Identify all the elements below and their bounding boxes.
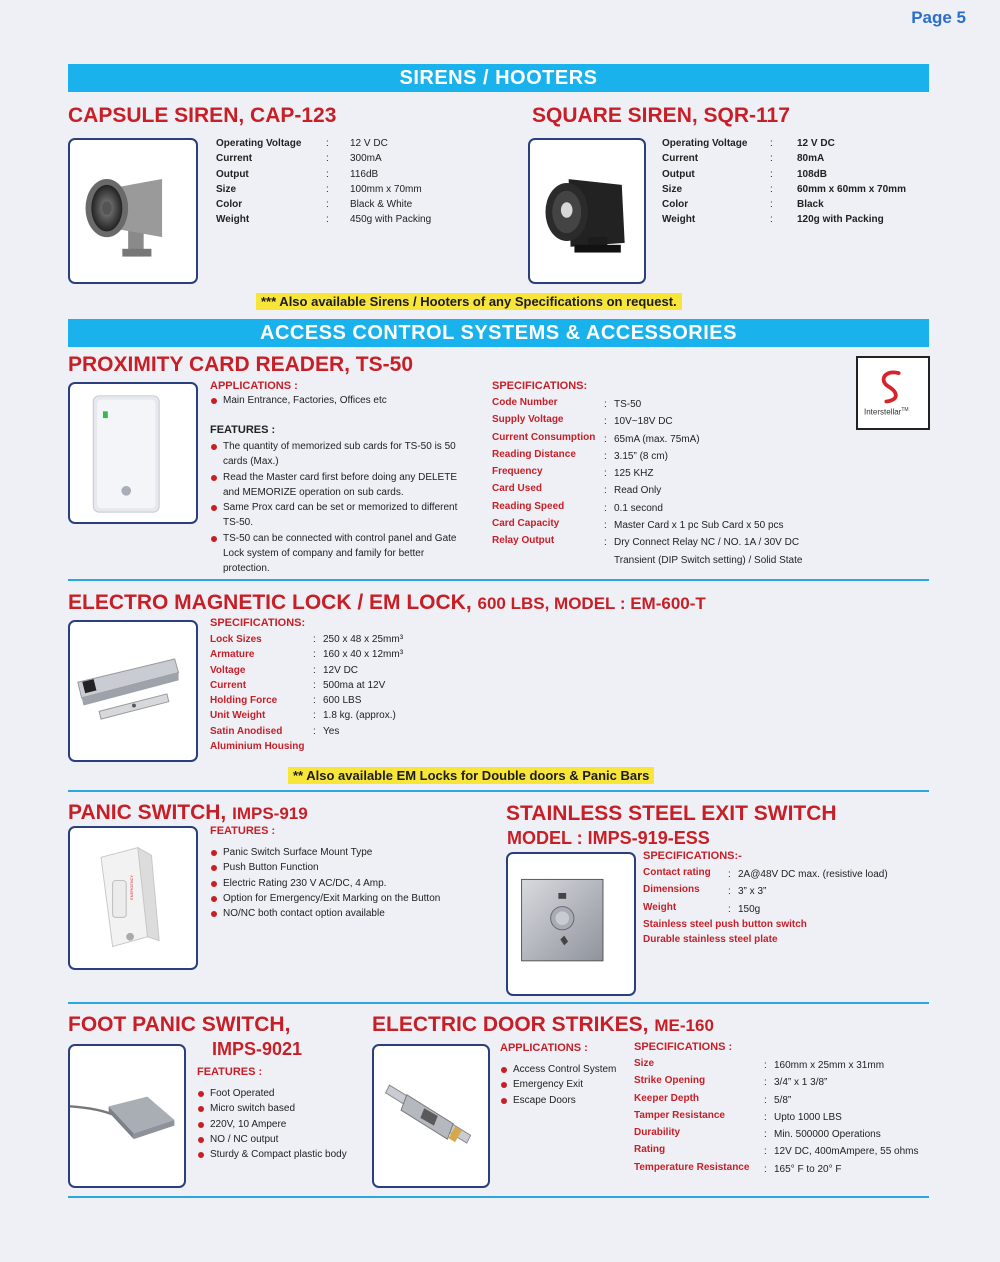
em-lock-image <box>68 620 198 762</box>
em-lock-note: ** Also available EM Locks for Double doors & Panic Bars <box>288 767 654 784</box>
spec-value: 100mm x 70mm <box>350 183 422 195</box>
proximity-applications-list <box>210 393 480 408</box>
spec-value: 250 x 48 x 25mm³ <box>323 634 404 645</box>
spec-value: Master Card x 1 pc Sub Card x 50 pcs <box>614 520 784 532</box>
spec-value: 12V DC <box>323 664 359 676</box>
spec-key: Lock Sizes <box>210 634 262 645</box>
foot-panic-model: IMPS-9021 <box>212 1039 303 1059</box>
spec-key: Supply Voltage <box>492 414 564 426</box>
spec-value: 450g with Packing <box>350 214 432 226</box>
spec-value: 2A@48V DC max. (resistive load) <box>738 869 888 880</box>
exit-feature-1: Stainless steel push button switch <box>643 918 807 930</box>
spec-key: Color <box>662 199 689 211</box>
spec-value: 80mA <box>797 153 825 165</box>
square-siren-title: SQUARE SIREN, SQR-117 <box>532 104 790 127</box>
proximity-features-list <box>210 439 472 577</box>
logo-name: Interstellar <box>864 407 902 417</box>
list-item: Option for Emergency/Exit Marking on the Button <box>210 891 490 906</box>
spec-value: 108dB <box>797 168 828 180</box>
proximity-reader-title: PROXIMITY CARD READER, TS-50 <box>68 353 413 376</box>
exit-specs: Contact rating : 2A@48V DC max. (resistive load) Dimensions : 3” x 3” Weight : 150g Stainless steel push button switch Durable stainless steel plate <box>643 865 888 947</box>
proximity-features-label: FEATURES : <box>210 424 276 436</box>
spec-key: Operating Voltage <box>216 138 302 149</box>
list-item: Electric Rating 230 V AC/DC, 4 Amp. <box>210 876 490 891</box>
foot-features-label: FEATURES : <box>197 1066 263 1078</box>
divider <box>68 1196 929 1198</box>
spec-value: 116dB <box>350 168 379 180</box>
list-item: Foot Operated <box>197 1086 367 1101</box>
door-strike-title-main: ELECTRIC DOOR STRIKES, <box>372 1013 649 1036</box>
spec-value: TS-50 <box>614 399 642 410</box>
proximity-specs: Code Number : TS-50 Supply Voltage : 10V~18V DC Current Consumption : 65mA (max. 75mA) Reading Distance : 3.15” (8 cm) Frequency : 125 KHZ Card Used : Read Only Reading Speed : 0.1 second Card Capacity : Master Card x 1 pc Sub Card x 50 pcs Relay Output : Dry Connect Relay NC / NO. 1A / 30V DC Transient (DIP Switch setting) / Solid State <box>492 395 802 568</box>
exit-specs-label: SPECIFICATIONS:- <box>643 850 742 862</box>
foot-switch-icon <box>70 1046 184 1186</box>
spec-key-extra: Aluminium Housing <box>210 741 305 753</box>
spec-key: Size <box>662 183 683 195</box>
spec-value: 65mA (max. 75mA) <box>614 433 700 445</box>
spec-key: Card Capacity <box>492 518 560 530</box>
spec-key: Rating <box>634 1144 666 1156</box>
spec-value: 150g <box>738 903 761 915</box>
square-siren-specs: Operating Voltage : 12 V DC Current : 80mA Output : 108dB Size : 60mm x 60mm x 70mm Color : Black Weight : 120g with Packing <box>662 136 906 228</box>
logo-trademark: TM <box>901 407 909 413</box>
list-item: Panic Switch Surface Mount Type <box>210 845 490 860</box>
strike-applications-list <box>500 1062 630 1108</box>
spec-key: Relay Output <box>492 535 555 547</box>
relay-output-extra: Transient (DIP Switch setting) / Solid State <box>614 554 803 566</box>
list-item: Emergency Exit <box>500 1077 630 1092</box>
door-strike-image <box>372 1044 490 1188</box>
list-item: Read the Master card first before doing any DELETE and MEMORIZE operation on sub cards. <box>210 470 472 501</box>
spec-key: Current <box>210 679 247 691</box>
spec-value: Yes <box>323 725 340 737</box>
spec-value: 12 V DC <box>797 138 835 149</box>
card-reader-icon <box>70 384 196 522</box>
spec-value: Black <box>797 199 824 211</box>
spec-key: Durability <box>634 1127 681 1139</box>
capsule-siren-image <box>68 138 198 284</box>
list-item: Escape Doors <box>500 1093 630 1108</box>
spec-key: Unit Weight <box>210 710 266 722</box>
spec-key: Size <box>634 1058 655 1069</box>
spec-value: 160 x 40 x 12mm³ <box>323 649 404 661</box>
list-item: NO / NC output <box>197 1132 367 1147</box>
spec-value: 300mA <box>350 153 382 165</box>
spec-value: 3.15” (8 cm) <box>614 450 668 462</box>
door-strike-title-model: ME-160 <box>654 1016 714 1035</box>
spec-key: Weight <box>216 214 250 226</box>
door-strike-title <box>372 1013 714 1037</box>
section-header-sirens: SIRENS / HOOTERS <box>68 64 929 92</box>
spec-value: 3” x 3” <box>738 886 767 898</box>
spec-value: 5/8” <box>774 1094 792 1106</box>
spec-key: Frequency <box>492 466 543 478</box>
spec-key: Size <box>216 183 237 195</box>
spec-value: 500ma at 12V <box>323 679 386 691</box>
foot-panic-title: FOOT PANIC SWITCH, <box>68 1013 291 1036</box>
foot-panic-image <box>68 1044 186 1188</box>
spec-key: Current <box>216 153 253 165</box>
list-item: Access Control System <box>500 1062 630 1077</box>
strike-specs-label: SPECIFICATIONS : <box>634 1041 733 1053</box>
panic-switch-title-main: PANIC SWITCH, <box>68 801 227 824</box>
siren-icon <box>530 140 644 282</box>
spec-value: 125 KHZ <box>614 468 654 480</box>
spec-key: Weight <box>643 901 677 913</box>
exit-switch-image <box>506 852 636 996</box>
siren-icon <box>70 140 196 282</box>
spec-value: 0.1 second <box>614 502 663 514</box>
list-item: Same Prox card can be set or memorized to different TS-50. <box>210 500 472 531</box>
panic-features-label: FEATURES : <box>210 825 276 837</box>
spec-key: Output <box>662 168 695 180</box>
divider <box>68 579 929 581</box>
spec-key: Weight <box>662 214 696 226</box>
section-header-access-control: ACCESS CONTROL SYSTEMS & ACCESSORIES <box>68 319 929 347</box>
strike-applications-label: APPLICATIONS : <box>500 1042 588 1054</box>
list-item: Push Button Function <box>210 860 490 875</box>
spec-value: 10V~18V DC <box>614 416 673 428</box>
spec-key: Card Used <box>492 483 543 495</box>
spec-key: Temperature Resistance <box>634 1161 750 1173</box>
spec-key: Satin Anodised <box>210 725 283 737</box>
em-lock-title-model: 600 LBS, MODEL : EM-600-T <box>477 594 706 613</box>
list-item: NO/NC both contact option available <box>210 906 490 921</box>
spec-key: Dimensions <box>643 884 700 896</box>
panic-switch-image <box>68 826 198 970</box>
spec-value: 160mm x 25mm x 31mm <box>774 1060 885 1071</box>
spec-value: 120g with Packing <box>797 214 884 226</box>
list-item: Main Entrance, Factories, Offices etc <box>210 393 480 408</box>
magnetic-lock-icon <box>70 622 196 760</box>
spec-key: Color <box>216 199 243 211</box>
spec-value: Read Only <box>614 485 662 497</box>
exit-button-icon <box>508 854 634 994</box>
spec-key: Code Number <box>492 397 558 408</box>
spec-key: Holding Force <box>210 695 278 707</box>
spec-key: Output <box>216 168 249 180</box>
spec-value: 3/4” x 1 3/8” <box>774 1077 828 1089</box>
spec-key: Operating Voltage <box>662 138 748 149</box>
em-lock-title-main: ELECTRO MAGNETIC LOCK / EM LOCK, <box>68 591 472 614</box>
spec-value: 600 LBS <box>323 695 362 707</box>
door-strike-icon <box>374 1046 488 1186</box>
interstellar-logo <box>856 356 930 430</box>
spec-key: Keeper Depth <box>634 1092 700 1104</box>
panic-switch-title <box>68 801 308 825</box>
capsule-siren-title: CAPSULE SIREN, CAP-123 <box>68 104 337 127</box>
foot-features-list <box>197 1086 367 1162</box>
spec-value: 1.8 kg. (approx.) <box>323 710 396 722</box>
capsule-siren-specs: Operating Voltage : 12 V DC Current : 300mA Output : 116dB Size : 100mm x 70mm Color : Black & White Weight : 450g with Packing <box>216 136 431 228</box>
list-item: Sturdy & Compact plastic body <box>197 1147 367 1162</box>
proximity-specs-label: SPECIFICATIONS: <box>492 380 588 392</box>
exit-switch-title: STAINLESS STEEL EXIT SWITCH <box>506 802 837 825</box>
em-lock-title <box>68 591 706 615</box>
spec-key: Current <box>662 153 699 165</box>
panic-switch-icon <box>70 828 196 968</box>
panic-switch-title-model: IMPS-919 <box>232 804 308 823</box>
spec-key: Current Consumption <box>492 431 596 443</box>
proximity-reader-image <box>68 382 198 524</box>
list-item: 220V, 10 Ampere <box>197 1117 367 1132</box>
spec-key: Voltage <box>210 664 246 676</box>
em-lock-specs-label: SPECIFICATIONS: <box>210 617 306 629</box>
sirens-note: *** Also available Sirens / Hooters of any Specifications on request. <box>256 293 682 310</box>
spec-value: Upto 1000 LBS <box>774 1111 842 1123</box>
spec-value: 60mm x 60mm x 70mm <box>797 183 906 195</box>
panic-features-list <box>210 845 490 921</box>
list-item: TS-50 can be connected with control panel and Gate Lock system of company and family for better protection. <box>210 531 472 577</box>
exit-switch-model: MODEL : IMPS-919-ESS <box>507 828 710 848</box>
square-siren-image <box>528 138 646 284</box>
spec-value: 12V DC, 400mAmpere, 55 ohms <box>774 1146 919 1158</box>
spec-key: Armature <box>210 649 255 661</box>
proximity-applications-label: APPLICATIONS : <box>210 380 298 392</box>
exit-feature-2: Durable stainless steel plate <box>643 934 778 946</box>
spec-key: Tamper Resistance <box>634 1109 725 1121</box>
interstellar-logo-icon <box>858 358 928 428</box>
divider <box>68 1002 929 1004</box>
strike-specs: Size : 160mm x 25mm x 31mm Strike Opening : 3/4” x 1 3/8” Keeper Depth : 5/8” Tamper Resistance : Upto 1000 LBS Durability : Min. 500000 Operations Rating : 12V DC, 400mAmpere, 55 ohms Temperature Resistance : 165° F to 20° F <box>634 1056 919 1177</box>
list-item: Micro switch based <box>197 1101 367 1116</box>
spec-value: 165° F to 20° F <box>774 1163 842 1175</box>
em-lock-specs: Lock Sizes : 250 x 48 x 25mm³ Armature : 160 x 40 x 12mm³ Voltage : 12V DC Current : 500ma at 12V Holding Force : 600 LBS Unit Weight : 1.8 kg. (approx.) Satin Anodised : Yes Aluminium Housing <box>210 632 403 754</box>
emergency-marking: EMERGENCY <box>129 875 134 900</box>
spec-key: Strike Opening <box>634 1075 706 1087</box>
spec-key: Reading Speed <box>492 500 565 512</box>
spec-key: Reading Distance <box>492 448 576 460</box>
logo-text <box>864 407 909 417</box>
divider <box>68 790 929 792</box>
spec-value: Min. 500000 Operations <box>774 1129 881 1141</box>
spec-value: Dry Connect Relay NC / NO. 1A / 30V DC <box>614 537 800 549</box>
spec-value: Black & White <box>350 199 413 211</box>
list-item: The quantity of memorized sub cards for TS-50 is 50 cards (Max.) <box>210 439 472 470</box>
spec-value: 12 V DC <box>350 138 388 149</box>
page-number: Page 5 <box>911 8 966 27</box>
spec-key: Contact rating <box>643 867 711 878</box>
